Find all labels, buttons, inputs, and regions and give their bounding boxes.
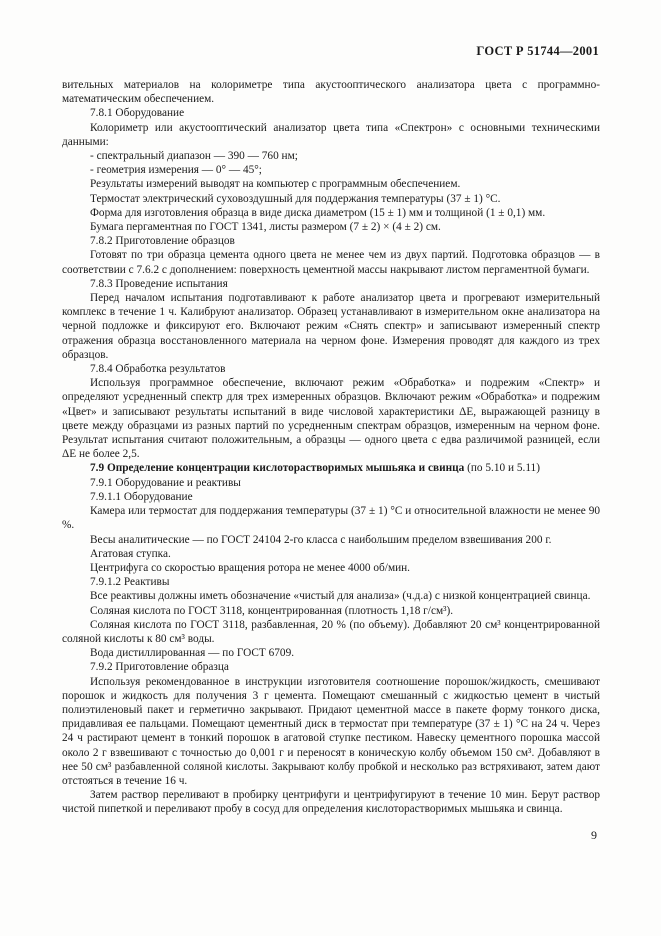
paragraph: Колориметр или акустооптический анализатор цвета типа «Спектрон» с основными техническими данными: xyxy=(62,121,600,148)
paragraph: Термостат электрический суховоздушный для поддержания температуры (37 ± 1) °С. xyxy=(90,192,501,205)
subsection-heading: 7.9.1.1 Оборудование xyxy=(90,490,193,503)
section-reference: (по 5.10 и 5.11) xyxy=(464,462,540,475)
paragraph: Весы аналитические — по ГОСТ 24104 2-го класса с наибольшим пределом взвешивания 200 г. xyxy=(90,533,552,546)
subsection-heading: 7.9.1 Оборудование и реактивы xyxy=(90,476,241,489)
list-item: - спектральный диапазон — 390 — 760 нм; xyxy=(90,150,298,163)
paragraph: Готовят по три образца цемента одного цвета не менее чем из двух партий. Подготовка образцов — в соответствии с 7.6.2 с дополнением: поверхность цементной массы накрывают листом пергаментной бумаги. xyxy=(62,249,600,276)
list-item: - геометрия измерения — 0° — 45°; xyxy=(90,164,262,177)
paragraph: Перед началом испытания подготавливают к работе анализатор цвета и прогревают измерительный комплекс в течение 1 ч. Калибруют анализатор. Образец устанавливают в измерительном окне анализатора на черной подложке и фиксируют его. Включают режим «Снять спектр» и записывают измеренный спектр отражения образца восстановленного материала на черном фоне. Измерения проводят для каждого из трех образцов. xyxy=(62,292,600,361)
subsection-heading: 7.8.4 Обработка результатов xyxy=(90,363,226,376)
paragraph: Центрифуга со скоростью вращения ротора не менее 4000 об/мин. xyxy=(90,561,411,574)
page-number: 9 xyxy=(591,828,597,842)
paragraph: Агатовая ступка. xyxy=(90,547,171,560)
paragraph: Камера или термостат для поддержания температуры (37 ± 1) °С и относительной влажности не менее 90 %. xyxy=(62,505,600,532)
paragraph: Вода дистиллированная — по ГОСТ 6709. xyxy=(90,647,295,660)
paragraph: Используя рекомендованное в инструкции изготовителя соотношение порошок/жидкость, смешивают порошок и жидкость для получения 3 г цемента. Помещают смешанный с жидкостью цемент в чистый полиэтиленовый пакет и герметично закрывают. Придают цементной массе в пакете форму тонкого диска, придавливая ее пальцами. Помещают цементный диск в термостат при температуре (37 ± 1) °С на 24 ч. Через 24 ч растирают цемент в тонкий порошок в агатовой ступке пестиком. Навеску цементного порошка массой около 2 г взвешивают с точностью до 0,001 г и переносят в коническую колбу объемом 150 см³. Добавляют в нее 50 см³ разбавленной соляной кислоты. Закрывают колбу пробкой и несколько раз встряхивают, затем дают отстояться в течение 16 ч. xyxy=(62,675,600,787)
subsection-heading: 7.9.1.2 Реактивы xyxy=(90,576,170,589)
subsection-heading: 7.8.1 Оборудование xyxy=(90,107,185,120)
paragraph: Используя программное обеспечение, включают режим «Обработка» и подрежим «Спектр» и определяют усредненный спектр для трех измеренных образцов. Включают режим «Обработка» и подрежим «Цвет» и записывают результаты испытаний в виде числовой характеристики ΔE, выражающей разницу в цвете между образцами из разных партий по усредненным спектрам образцов, измеренным на черном фоне. Результат испытания считают положительным, а образцы — одного цвета с едва различимой разницей, если ΔE не более 2,5. xyxy=(62,377,600,461)
paragraph: Затем раствор переливают в пробирку центрифуги и центрифугируют в течение 10 мин. Берут раствор чистой пипеткой и переливают пробу в сосуд для определения кислоторастворимых мышьяка и свинца. xyxy=(62,789,600,816)
paragraph: Форма для изготовления образца в виде диска диаметром (15 ± 1) мм и толщиной (1 ± 0,1) мм. xyxy=(90,206,546,219)
section-title: 7.9 Определение концентрации кислоторастворимых мышьяка и свинца xyxy=(90,462,465,475)
subsection-heading: 7.8.3 Проведение испытания xyxy=(90,277,228,290)
paragraph: Соляная кислота по ГОСТ 3118, концентрированная (плотность 1,18 г/см³). xyxy=(90,604,454,617)
subsection-heading: 7.8.2 Приготовление образцов xyxy=(90,235,235,248)
document-header: ГОСТ Р 51744—2001 xyxy=(476,44,599,58)
section-heading xyxy=(62,461,600,475)
paragraph: Соляная кислота по ГОСТ 3118, разбавленная, 20 % (по объему). Добавляют 20 см³ концентрированной соляной кислоты к 80 см³ воды. xyxy=(62,618,600,645)
paragraph: Результаты измерений выводят на компьютер с программным обеспечением. xyxy=(90,178,461,191)
subsection-heading: 7.9.2 Приготовление образца xyxy=(90,661,229,674)
paragraph-continuation: вительных материалов на колориметре типа акустооптического анализатора цвета с программно-математическим обеспечением. xyxy=(62,79,600,106)
paragraph: Бумага пергаментная по ГОСТ 1341, листы размером (7 ± 2) × (4 ± 2) см. xyxy=(90,221,441,234)
paragraph: Все реактивы должны иметь обозначение «чистый для анализа» (ч.д.а) с низкой концентрацией свинца. xyxy=(90,590,591,603)
document-body xyxy=(62,78,600,817)
